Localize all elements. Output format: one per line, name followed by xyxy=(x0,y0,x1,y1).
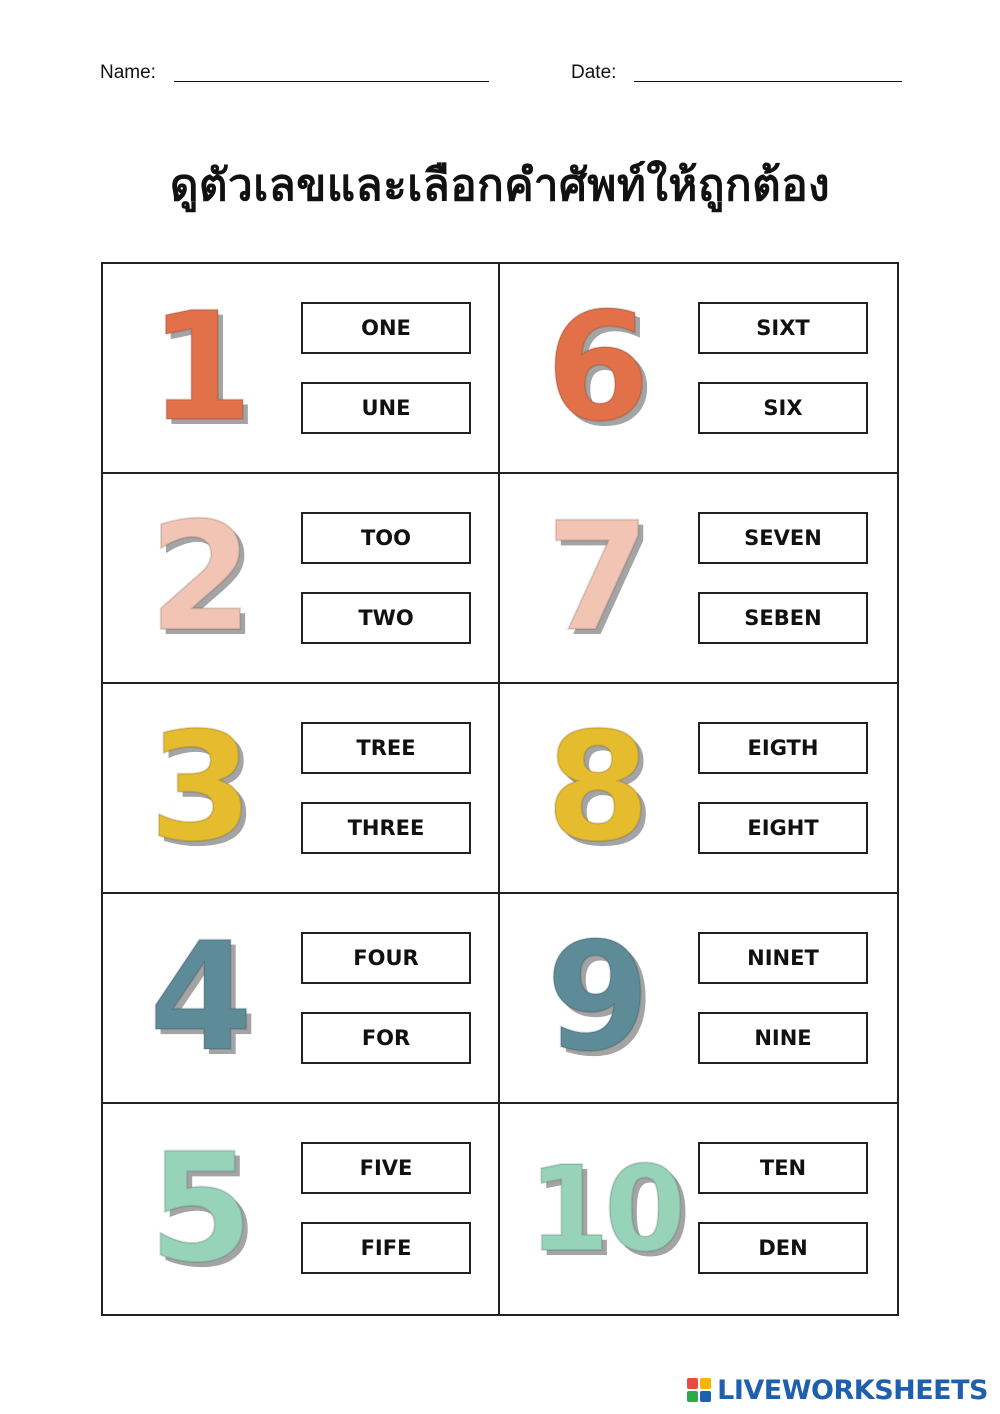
answer-option[interactable]: TOO xyxy=(301,512,471,564)
number-graphic: 6 xyxy=(545,281,651,455)
number-graphic: 9 xyxy=(545,911,651,1085)
answer-option[interactable]: DEN xyxy=(698,1222,868,1274)
answer-option[interactable]: ONE xyxy=(301,302,471,354)
answer-option[interactable]: TREE xyxy=(301,722,471,774)
answer-option[interactable]: SEVEN xyxy=(698,512,868,564)
number-graphic: 10 xyxy=(527,1140,681,1278)
answer-option[interactable]: SIXT xyxy=(698,302,868,354)
answer-option[interactable]: UNE xyxy=(301,382,471,434)
number-graphic: 3 xyxy=(148,701,254,875)
number-graphic: 4 xyxy=(148,911,254,1085)
name-field[interactable] xyxy=(174,81,489,82)
brand-name: LIVEWORKSHEETS xyxy=(717,1374,988,1406)
number-graphic: 2 xyxy=(148,491,254,665)
answer-option[interactable]: NINET xyxy=(698,932,868,984)
item-cell xyxy=(500,474,897,684)
page-title: ดูตัวเลขและเลือกคำศัพท์ให้ถูกต้อง xyxy=(169,160,831,211)
number-graphic: 8 xyxy=(545,701,651,875)
item-cell xyxy=(500,684,897,894)
name-label: Name: xyxy=(100,62,156,83)
date-label: Date: xyxy=(571,62,617,83)
liveworksheets-icon xyxy=(687,1378,711,1402)
item-cell xyxy=(103,684,500,894)
number-graphic: 5 xyxy=(148,1122,254,1296)
item-cell xyxy=(500,264,897,474)
answer-option[interactable]: EIGHT xyxy=(698,802,868,854)
answer-option[interactable]: FIFE xyxy=(301,1222,471,1274)
answer-option[interactable]: TEN xyxy=(698,1142,868,1194)
answer-option[interactable]: SEBEN xyxy=(698,592,868,644)
answer-option[interactable]: THREE xyxy=(301,802,471,854)
answer-option[interactable]: FIVE xyxy=(301,1142,471,1194)
date-field[interactable] xyxy=(634,81,902,82)
item-cell xyxy=(103,1104,500,1314)
answer-option[interactable]: FOR xyxy=(301,1012,471,1064)
item-cell xyxy=(500,1104,897,1314)
worksheet-grid xyxy=(101,262,899,1316)
answer-option[interactable]: FOUR xyxy=(301,932,471,984)
item-cell xyxy=(103,264,500,474)
number-graphic: 1 xyxy=(148,281,254,455)
item-cell xyxy=(103,894,500,1104)
liveworksheets-logo[interactable] xyxy=(687,1372,988,1408)
answer-option[interactable]: TWO xyxy=(301,592,471,644)
answer-option[interactable]: SIX xyxy=(698,382,868,434)
number-graphic: 7 xyxy=(545,491,651,665)
item-cell xyxy=(103,474,500,684)
item-cell xyxy=(500,894,897,1104)
answer-option[interactable]: NINE xyxy=(698,1012,868,1064)
answer-option[interactable]: EIGTH xyxy=(698,722,868,774)
